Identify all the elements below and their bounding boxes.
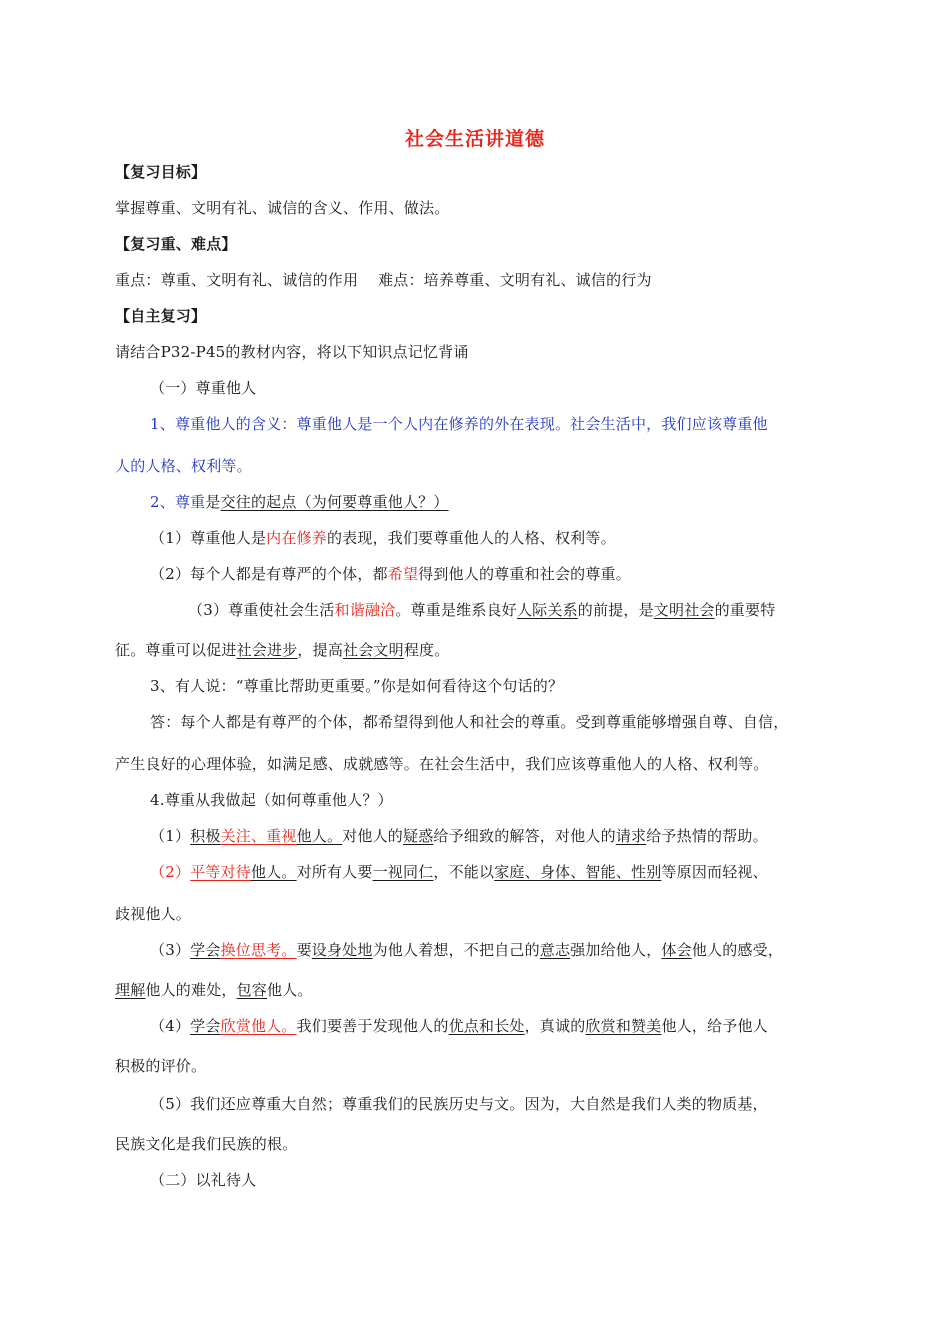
- method-2-line1: （2）平等对待他人。对所有人要一视同仁，不能以家庭、身体、智能、性别等原因而轻视、: [150, 863, 768, 881]
- reason-1: （1）尊重他人是内在修养的表现，我们要尊重他人的人格、权利等。: [150, 529, 616, 547]
- question-3: 3、有人说：“尊重比帮助更重要。”你是如何看待这个句话的？: [150, 677, 564, 695]
- method-5-line1: （5）我们还应尊重大自然；尊重我们的民族历史与文。因为，大自然是我们人类的物质基，: [150, 1095, 768, 1113]
- section-courtesy-heading: （二）以礼待人: [150, 1171, 257, 1189]
- respect-meaning-line2: 人的人格、权利等。: [115, 457, 252, 475]
- key-heading: 【复习重、难点】: [115, 235, 237, 253]
- respect-meaning-line1: 1、尊重他人的含义：尊重他人是一个人内在修养的外在表现。社会生活中，我们应该尊重他: [150, 415, 768, 433]
- answer-3-line1: 答：每个人都是有尊严的个体，都希望得到他人和社会的尊重。受到尊重能够增强自尊、自信，: [150, 713, 789, 731]
- reason-3-line1: （3）尊重使社会生活和谐融洽。尊重是维系良好人际关系的前提，是文明社会的重要特: [188, 601, 776, 619]
- key-text: 重点：尊重、文明有礼、诚信的作用 难点：培养尊重、文明有礼、诚信的行为: [115, 271, 652, 289]
- method-5-line2: 民族文化是我们民族的根。: [115, 1135, 298, 1153]
- section-respect-heading: （一）尊重他人: [150, 379, 257, 397]
- method-4-line2: 积极的评价。: [115, 1057, 207, 1075]
- answer-3-line2: 产生良好的心理体验，如满足感、成就感等。在社会生活中，我们应该尊重他人的人格、权利等。: [115, 755, 769, 773]
- highlight-harmony: 和谐融洽: [334, 601, 396, 619]
- goal-text: 掌握尊重、文明有礼、诚信的含义、作用、做法。: [115, 199, 450, 217]
- respect-label: 2、尊重: [150, 493, 206, 511]
- method-1: （1）积极关注、重视他人。对他人的疑惑给予细致的解答，对他人的请求给予热情的帮助。: [150, 827, 768, 845]
- self-review-heading: 【自主复习】: [115, 307, 207, 325]
- highlight-inner-cultivation: 内在修养: [266, 529, 327, 547]
- method-3-line2: 理解他人的难处，包容他人。: [115, 981, 313, 999]
- document-title: 社会生活讲道德: [404, 128, 545, 150]
- method-3-line1: （3）学会换位思考。要设身处地为他人着想，不把自己的意志强加给他人，体会他人的感受，: [150, 941, 784, 959]
- respect-start-point: 2、尊重是交往的起点（为何要尊重他人？）: [150, 493, 449, 511]
- goal-heading: 【复习目标】: [115, 163, 207, 181]
- method-2-line2: 歧视他人。: [115, 905, 192, 923]
- self-review-text: 请结合P32-P45的教材内容，将以下知识点记忆背诵: [115, 343, 469, 361]
- how-to-respect-heading: 4.尊重从我做起（如何尊重他人？）: [150, 791, 393, 809]
- reason-3-line2: 征。尊重可以促进社会进步，提高社会文明程度。: [115, 641, 450, 659]
- start-point-underlined: 交往的起点（为何要尊重他人？）: [220, 493, 449, 511]
- reason-2: （2）每个人都是有尊严的个体，都希望得到他人的尊重和社会的尊重。: [150, 565, 631, 583]
- method-4-line1: （4）学会欣赏他人。我们要善于发现他人的优点和长处，真诚的欣赏和赞美他人，给予他人: [150, 1017, 768, 1035]
- highlight-hope: 希望: [387, 565, 419, 583]
